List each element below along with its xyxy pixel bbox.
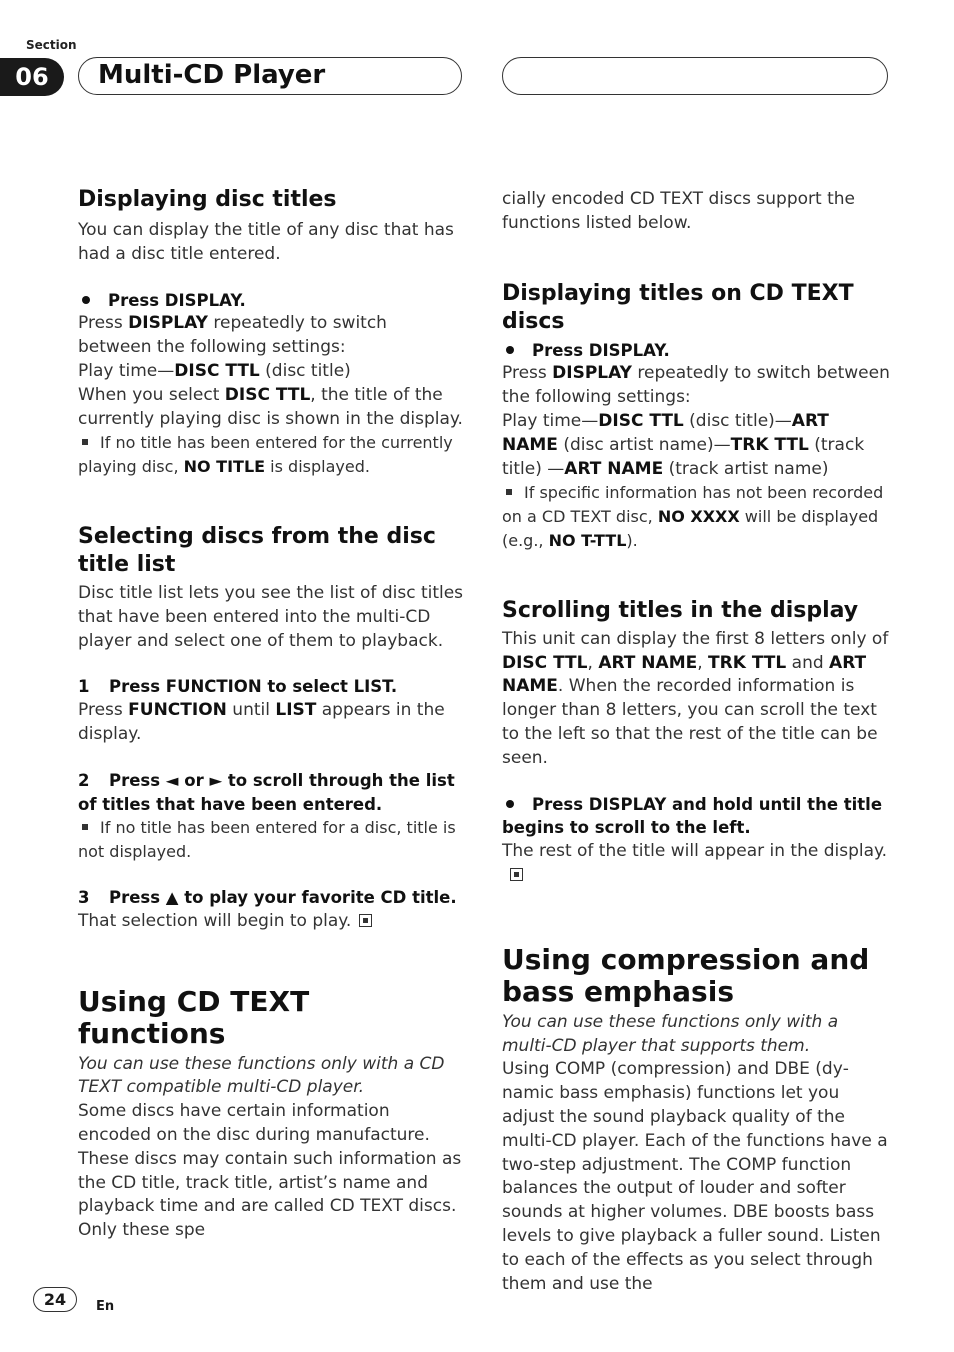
- heading-scrolling-titles: Scrolling titles in the display: [502, 597, 859, 623]
- note: If no title has been entered for the currently playing disc, NO TITLE is displayed.: [78, 433, 453, 477]
- paragraph: Some discs have certain information encoded on the disc during manufacture. These discs may contain such information as the CD title, track title, artist’s name and playback time and are called CD TEXT discs. Only these spe: [78, 1101, 462, 1241]
- step-press-hold: Press DISPLAY and hold until the title begins to scroll to the left.: [502, 794, 883, 838]
- paragraph: Press DISPLAY repeatedly to switch between the following settings:: [502, 363, 890, 408]
- language-label: En: [96, 1299, 115, 1314]
- heading-compression: Using compression and bass emphasis: [502, 942, 870, 1008]
- left-column: [78, 186, 464, 1243]
- step-press-display: Press DISPLAY.: [78, 289, 464, 313]
- paragraph: The rest of the title will appear in the display.: [502, 840, 890, 888]
- section-label: Section: [26, 38, 77, 52]
- step-3: 3 Press ▲ to play your favorite CD title.: [78, 887, 457, 907]
- note: If no title has been entered for a disc, title is not displayed.: [78, 818, 456, 862]
- paragraph: This unit can display the first 8 letters only of DISC TTL, ART NAME, TRK TTL and ART NAME. When the recorded information is longer than 8 letters, you can scroll the text to the left so that the rest of the title can be seen.: [502, 628, 889, 768]
- end-mark-icon: [510, 868, 523, 881]
- step-2: 2 Press ◄ or ► to scroll through the list of titles that have been entered.: [78, 770, 455, 814]
- paragraph: Play time—DISC TTL (disc title): [78, 360, 351, 381]
- right-column: [502, 188, 890, 1296]
- paragraph: When you select DISC TTL, the title of the currently playing disc is shown in the display.: [78, 384, 463, 429]
- chapter-title: Multi-CD Player: [98, 60, 326, 90]
- paragraph: You can display the title of any disc that has had a disc title entered.: [78, 220, 454, 264]
- heading-displaying-disc-titles: Displaying disc titles: [78, 187, 337, 212]
- bullet-icon: [506, 346, 514, 354]
- page-number: 24: [33, 1287, 77, 1312]
- square-bullet-icon: [506, 489, 512, 495]
- note: If specific information has not been recorded on a CD TEXT disc, NO XXXX will be displayed (e.g., NO T-TTL).: [502, 483, 884, 550]
- paragraph: Disc title list lets you see the list of disc titles that have been entered into the multi-CD player and select one of them to playback.: [78, 582, 464, 651]
- bullet-icon: [82, 296, 90, 304]
- paragraph: Press FUNCTION until LIST appears in the display.: [78, 700, 445, 744]
- square-bullet-icon: [82, 439, 88, 445]
- paragraph: That selection will begin to play.: [78, 910, 464, 934]
- step-press-display: Press DISPLAY.: [502, 339, 890, 363]
- step-1: 1 Press FUNCTION to select LIST.: [78, 677, 398, 697]
- heading-selecting-discs: Selecting discs from the disc title list: [78, 523, 436, 577]
- italic-intro: You can use these functions only with a multi-CD player that supports them.: [502, 1011, 839, 1056]
- empty-header-frame: [502, 57, 888, 95]
- paragraph: Press DISPLAY repeatedly to switch between the following settings:: [78, 313, 387, 358]
- heading-using-cd-text: Using CD TEXT functions: [78, 984, 310, 1050]
- paragraph: Play time—DISC TTL (disc title)—ART NAME (disc artist name)—TRK TTL (track title) —ART NAME (track artist name): [502, 410, 865, 479]
- square-bullet-icon: [82, 824, 88, 830]
- heading-titles-cd-text: Displaying titles on CD TEXT discs: [502, 280, 854, 334]
- section-number-badge: 06: [0, 58, 64, 96]
- paragraph: cially encoded CD TEXT discs support the functions listed below.: [502, 189, 855, 233]
- bullet-icon: [506, 800, 514, 808]
- italic-intro: You can use these functions only with a CD TEXT compatible multi-CD player.: [78, 1053, 445, 1098]
- paragraph: Using COMP (compression) and DBE (dynamic bass emphasis) functions let you adjust the sound playback quality of the multi-CD player. Each of the functions have a two-step adjustment. The COMP function balances the output of louder and softer sounds at higher volumes. DBE boosts bass levels to give playback a fuller sound. Listen to each of the effects as you select through them and use the: [502, 1059, 888, 1294]
- end-mark-icon: [359, 914, 372, 927]
